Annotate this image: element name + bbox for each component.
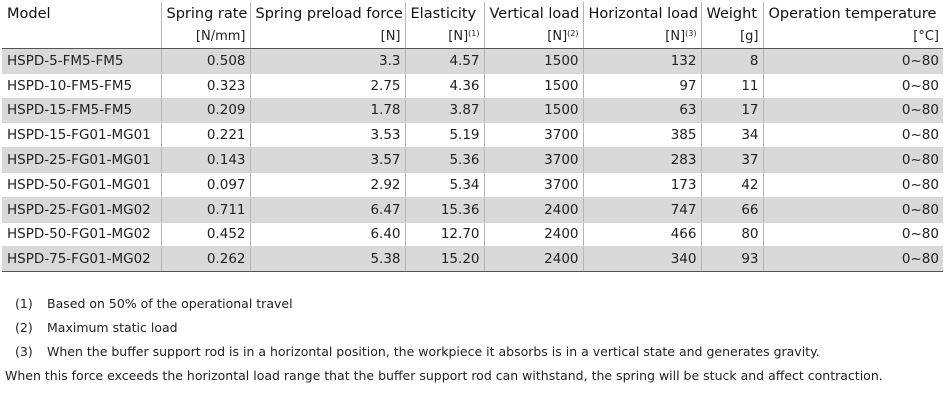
footnote (5, 340, 940, 364)
footnote (5, 292, 940, 316)
value-cell: 80 (701, 222, 763, 247)
column-header: Weight (701, 2, 763, 25)
value-cell: 466 (583, 222, 701, 247)
model-cell: HSPD-10-FM5-FM5 (2, 73, 161, 98)
footnote-continuation: When this force exceeds the horizontal load range that the buffer support rod can withstand, the spring will be stuck and affect contraction. (5, 368, 883, 383)
value-cell: 0~80 (763, 148, 943, 173)
value-cell: 6.40 (250, 222, 405, 247)
value-cell: 37 (701, 148, 763, 173)
footnote-text: Maximum static load (47, 320, 178, 335)
column-header: Horizontal load (583, 2, 701, 25)
column-unit (763, 25, 943, 49)
value-cell: 5.19 (405, 123, 484, 148)
unit-text: [N] (665, 29, 686, 44)
model-cell: HSPD-25-FG01-MG01 (2, 148, 161, 173)
value-cell: 0.711 (161, 197, 250, 222)
value-cell: 63 (583, 98, 701, 123)
value-cell: 2400 (484, 197, 583, 222)
unit-text: [g] (740, 29, 759, 44)
value-cell: 42 (701, 172, 763, 197)
value-cell: 385 (583, 123, 701, 148)
unit-text: [N/mm] (195, 29, 246, 44)
value-cell: 6.47 (250, 197, 405, 222)
column-unit (161, 25, 250, 49)
table-row (2, 98, 943, 123)
model-cell: HSPD-5-FM5-FM5 (2, 49, 161, 74)
value-cell: 340 (583, 247, 701, 272)
value-cell: 0.452 (161, 222, 250, 247)
value-cell: 283 (583, 148, 701, 173)
column-unit (583, 25, 701, 49)
value-cell: 1.78 (250, 98, 405, 123)
table-row (2, 148, 943, 173)
value-cell: 15.20 (405, 247, 484, 272)
value-cell: 1500 (484, 49, 583, 74)
value-cell: 4.36 (405, 73, 484, 98)
model-cell: HSPD-75-FG01-MG02 (2, 247, 161, 272)
table-row (2, 73, 943, 98)
spec-table (2, 2, 943, 272)
value-cell: 3700 (484, 123, 583, 148)
model-cell: HSPD-50-FG01-MG02 (2, 222, 161, 247)
column-header: Model (7, 5, 51, 22)
value-cell: 0~80 (763, 197, 943, 222)
value-cell: 0~80 (763, 222, 943, 247)
table-row (2, 222, 943, 247)
column-unit (405, 25, 484, 49)
value-cell: 0~80 (763, 172, 943, 197)
column-header: Spring preload force (250, 2, 405, 25)
value-cell: 1500 (484, 98, 583, 123)
value-cell: 2400 (484, 222, 583, 247)
footnote-number: (2) (15, 320, 33, 335)
footnote-number: (1) (15, 296, 33, 311)
value-cell: 11 (701, 73, 763, 98)
value-cell: 66 (701, 197, 763, 222)
value-cell: 15.36 (405, 197, 484, 222)
value-cell: 0~80 (763, 247, 943, 272)
footnote-ref: (3) (685, 29, 697, 38)
value-cell: 0.097 (161, 172, 250, 197)
value-cell: 3.53 (250, 123, 405, 148)
value-cell: 5.36 (405, 148, 484, 173)
footnote-ref: (1) (468, 29, 480, 38)
value-cell: 0~80 (763, 73, 943, 98)
value-cell: 4.57 (405, 49, 484, 74)
value-cell: 8 (701, 49, 763, 74)
value-cell: 0~80 (763, 98, 943, 123)
value-cell: 3700 (484, 172, 583, 197)
value-cell: 0.221 (161, 123, 250, 148)
footnote-ref: (2) (567, 29, 579, 38)
column-header: Spring rate (161, 2, 250, 25)
value-cell: 0.209 (161, 98, 250, 123)
value-cell: 93 (701, 247, 763, 272)
value-cell: 2.92 (250, 172, 405, 197)
value-cell: 1500 (484, 73, 583, 98)
unit-row (2, 25, 943, 49)
footnote-text: Based on 50% of the operational travel (47, 296, 293, 311)
value-cell: 3.3 (250, 49, 405, 74)
value-cell: 0.508 (161, 49, 250, 74)
value-cell: 3.87 (405, 98, 484, 123)
footnotes (5, 292, 940, 388)
footnote-number: (3) (15, 344, 33, 359)
column-header: Vertical load (484, 2, 583, 25)
value-cell: 0~80 (763, 123, 943, 148)
model-cell: HSPD-15-FM5-FM5 (2, 98, 161, 123)
header-row (2, 2, 943, 25)
table-row (2, 247, 943, 272)
table-row (2, 172, 943, 197)
value-cell: 3.57 (250, 148, 405, 173)
value-cell: 132 (583, 49, 701, 74)
column-unit (484, 25, 583, 49)
unit-text: [N] (547, 29, 568, 44)
value-cell: 2400 (484, 247, 583, 272)
model-cell: HSPD-25-FG01-MG02 (2, 197, 161, 222)
footnote (5, 316, 940, 340)
table-body (2, 49, 943, 272)
value-cell: 5.34 (405, 172, 484, 197)
value-cell: 0~80 (763, 49, 943, 74)
value-cell: 3700 (484, 148, 583, 173)
value-cell: 97 (583, 73, 701, 98)
unit-text: [N] (380, 29, 401, 44)
column-header: Elasticity (405, 2, 484, 25)
value-cell: 0.323 (161, 73, 250, 98)
column-unit (250, 25, 405, 49)
table-row (2, 197, 943, 222)
column-unit (2, 25, 161, 49)
model-cell: HSPD-50-FG01-MG01 (2, 172, 161, 197)
column-unit (701, 25, 763, 49)
value-cell: 747 (583, 197, 701, 222)
value-cell: 0.262 (161, 247, 250, 272)
value-cell: 2.75 (250, 73, 405, 98)
value-cell: 5.38 (250, 247, 405, 272)
value-cell: 17 (701, 98, 763, 123)
value-cell: 0.143 (161, 148, 250, 173)
value-cell: 12.70 (405, 222, 484, 247)
column-header: Operation temperature (763, 2, 943, 25)
value-cell: 34 (701, 123, 763, 148)
model-cell: HSPD-15-FG01-MG01 (2, 123, 161, 148)
unit-text: [°C] (913, 29, 939, 44)
unit-text: [N] (448, 29, 469, 44)
value-cell: 173 (583, 172, 701, 197)
table-row (2, 49, 943, 74)
table-row (2, 123, 943, 148)
footnote-text: When the buffer support rod is in a horizontal position, the workpiece it absorbs is in a vertical state and generates gravity. (47, 344, 820, 359)
